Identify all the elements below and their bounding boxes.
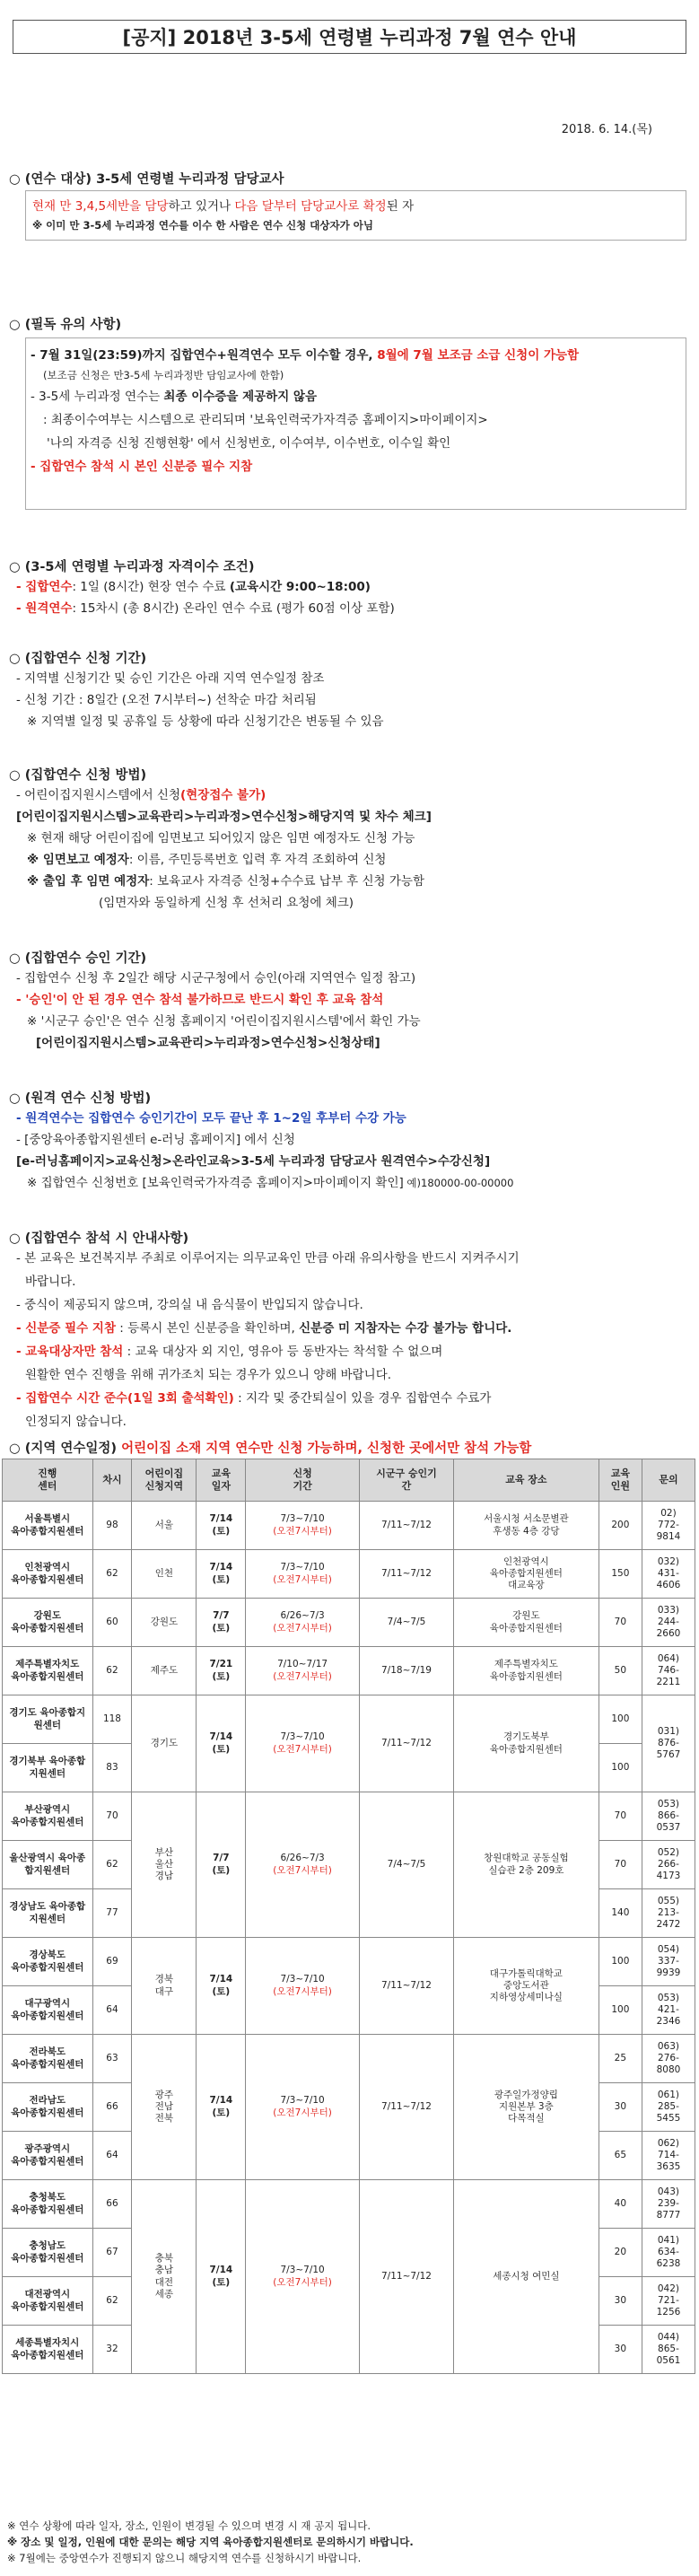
table-row bbox=[3, 1502, 695, 1550]
header-date: 교육 일자 bbox=[197, 1459, 246, 1502]
cell-session: 64 bbox=[92, 1986, 132, 2035]
cell-contact: 055) 213- 2472 bbox=[642, 1889, 695, 1938]
cell-session: 83 bbox=[92, 1744, 132, 1792]
cell-contact: 052) 266- 4173 bbox=[642, 1841, 695, 1889]
cell-center: 부산광역시 육아종합지원센터 bbox=[3, 1792, 93, 1841]
cell-venue: 경기도북부 육아종합지원센터 bbox=[453, 1695, 599, 1792]
section-apply-period-head: ○ (집합연수 신청 기간) bbox=[9, 652, 147, 666]
cell-region: 경기도 bbox=[132, 1695, 197, 1792]
online-line-2: - [중앙육아종합지원센터 e-러닝 홈페이지] 에서 신청 bbox=[16, 1133, 295, 1147]
cell-capacity: 70 bbox=[599, 1792, 642, 1841]
cell-center: 강원도 육아종합지원센터 bbox=[3, 1599, 93, 1647]
cell-region: 강원도 bbox=[132, 1599, 197, 1647]
target-line-1: 현재 만 3,4,5세반을 담당하고 있거나 다음 달부터 담당교사로 확정된 자 bbox=[32, 199, 415, 214]
cell-center: 울산광역시 육아종 합지원센터 bbox=[3, 1841, 93, 1889]
schedule-header-row bbox=[3, 1459, 695, 1502]
cell-capacity: 100 bbox=[599, 1744, 642, 1792]
online-line-3: [e-러닝홈페이지>교육신청>온라인교육>3-5세 누리과정 담당교사 원격연수>수강신청] bbox=[16, 1154, 491, 1169]
cell-center: 인천광역시 육아종합지원센터 bbox=[3, 1550, 93, 1599]
cell-center: 제주특별자치도 육아종합지원센터 bbox=[3, 1647, 93, 1695]
cell-session: 60 bbox=[92, 1599, 132, 1647]
cell-contact: 043) 239- 8777 bbox=[642, 2180, 695, 2229]
section-online-head: ○ (원격 연수 신청 방법) bbox=[9, 1091, 152, 1106]
cell-session: 70 bbox=[92, 1792, 132, 1841]
cell-apply-period: 7/10~7/17 (오전7시부터) bbox=[246, 1647, 360, 1695]
note-3: ※ 7월에는 중앙연수가 진행되지 않으니 해당지역 연수를 신청하시기 바랍니다. bbox=[7, 2552, 362, 2564]
cell-approval-period: 7/18~7/19 bbox=[360, 1647, 454, 1695]
cell-session: 63 bbox=[92, 2035, 132, 2083]
cell-capacity: 25 bbox=[599, 2035, 642, 2083]
cell-session: 62 bbox=[92, 1841, 132, 1889]
cell-approval-period: 7/11~7/12 bbox=[360, 1695, 454, 1792]
target-line-2: ※ 이미 만 3-5세 누리과정 연수를 이수 한 사람은 연수 신청 대상자가 아님 bbox=[32, 219, 373, 232]
condition-line-2: - 원격연수: 15차시 (총 8시간) 온라인 연수 수료 (평가 60점 이상 포함) bbox=[16, 601, 395, 616]
cell-capacity: 30 bbox=[599, 2277, 642, 2326]
cell-session: 66 bbox=[92, 2083, 132, 2132]
cell-capacity: 150 bbox=[599, 1550, 642, 1599]
cell-apply-period: 7/3~7/10 (오전7시부터) bbox=[246, 2035, 360, 2180]
cell-center: 대구광역시 육아종합지원센터 bbox=[3, 1986, 93, 2035]
cell-approval-period: 7/11~7/12 bbox=[360, 1502, 454, 1550]
cell-capacity: 70 bbox=[599, 1841, 642, 1889]
approval-line-3: ※ '시군구 승인'은 연수 신청 홈페이지 '어린이집지원시스템'에서 확인 가능 bbox=[27, 1014, 421, 1029]
caution-line-4: : 최종이수여부는 시스템으로 관리되며 '보육인력국가자격증 홈페이지>마이페이지> bbox=[43, 413, 488, 427]
table-row bbox=[3, 2035, 695, 2083]
attend-line-7: 인정되지 않습니다. bbox=[25, 1415, 127, 1429]
cell-venue: 대구가톨릭대학교 중앙도서관 지하영상세미나실 bbox=[453, 1938, 599, 2035]
approval-line-1: - 집합연수 신청 후 2일간 해당 시군구청에서 승인(아래 지역연수 일정 참고) bbox=[16, 971, 416, 986]
table-row bbox=[3, 1599, 695, 1647]
cell-center: 경상북도 육아종합지원센터 bbox=[3, 1938, 93, 1986]
apply-period-line-3: ※ 지역별 일정 및 공휴일 등 상황에 따라 신청기간은 변동될 수 있음 bbox=[27, 714, 384, 729]
header-approval-period: 시군구 승인기 간 bbox=[360, 1459, 454, 1502]
section-schedule-head: ○ (지역 연수일정) 어린이집 소재 지역 연수만 신청 가능하며, 신청한 곳에서만 참석 가능함 bbox=[9, 1441, 532, 1456]
cell-region: 서울 bbox=[132, 1502, 197, 1550]
cell-date: 7/7 (토) bbox=[197, 1792, 246, 1938]
cell-session: 67 bbox=[92, 2229, 132, 2277]
cell-approval-period: 7/4~7/5 bbox=[360, 1792, 454, 1938]
cell-venue: 서울시청 서소문별관 후생동 4층 강당 bbox=[453, 1502, 599, 1550]
cell-approval-period: 7/11~7/12 bbox=[360, 2035, 454, 2180]
section-target-head: ○ (연수 대상) 3-5세 연령별 누리과정 담당교사 bbox=[9, 172, 284, 187]
cell-center: 세종특별자치시 육아종합지원센터 bbox=[3, 2326, 93, 2374]
table-row bbox=[3, 1695, 695, 1744]
cell-venue: 제주특별자치도 육아종합지원센터 bbox=[453, 1647, 599, 1695]
cell-contact: 031) 876- 5767 bbox=[642, 1695, 695, 1792]
cell-venue: 세종시청 여민실 bbox=[453, 2180, 599, 2374]
caution-line-1: - 7월 31일(23:59)까지 집합연수+원격연수 모두 이수할 경우, 8월에 7월 보조금 소급 신청이 가능함 bbox=[31, 348, 580, 363]
cell-date: 7/14 (토) bbox=[197, 1502, 246, 1550]
note-2: ※ 장소 및 일정, 인원에 대한 문의는 해당 지역 육아종합지원센터로 문의하시기 바랍니다. bbox=[7, 2536, 414, 2548]
header-region: 어린이집 신청지역 bbox=[132, 1459, 197, 1502]
caution-line-2: (보조금 신청은 만3-5세 누리과정반 담임교사에 한함) bbox=[43, 369, 284, 381]
schedule-table bbox=[2, 1459, 695, 2374]
cell-capacity: 100 bbox=[599, 1695, 642, 1744]
cell-date: 7/14 (토) bbox=[197, 2035, 246, 2180]
cell-contact: 042) 721- 1256 bbox=[642, 2277, 695, 2326]
note-1: ※ 연수 상황에 따라 일자, 장소, 인원이 변경될 수 있으며 변경 시 재 공지 됩니다. bbox=[7, 2519, 371, 2532]
apply-method-line-4: ※ 임면보고 예정자: 이름, 주민등록번호 입력 후 자격 조회하여 신청 bbox=[27, 853, 387, 867]
cell-approval-period: 7/11~7/12 bbox=[360, 1938, 454, 2035]
cell-venue: 인천광역시 육아종합지원센터 대교육장 bbox=[453, 1550, 599, 1599]
cell-center: 경기도 육아종합지 원센터 bbox=[3, 1695, 93, 1744]
cell-center: 전라북도 육아종합지원센터 bbox=[3, 2035, 93, 2083]
cell-contact: 061) 285- 5455 bbox=[642, 2083, 695, 2132]
table-row bbox=[3, 1792, 695, 1841]
cell-approval-period: 7/11~7/12 bbox=[360, 1550, 454, 1599]
cell-apply-period: 7/3~7/10 (오전7시부터) bbox=[246, 1502, 360, 1550]
cell-date: 7/14 (토) bbox=[197, 1695, 246, 1792]
cell-center: 경기북부 육아종합 지원센터 bbox=[3, 1744, 93, 1792]
attend-line-1b: 바랍니다. bbox=[25, 1275, 76, 1289]
cell-region: 인천 bbox=[132, 1550, 197, 1599]
table-row bbox=[3, 1938, 695, 1986]
cell-session: 69 bbox=[92, 1938, 132, 1986]
cell-region: 부산 울산 경남 bbox=[132, 1792, 197, 1938]
cell-capacity: 20 bbox=[599, 2229, 642, 2277]
section-approval-head: ○ (집합연수 승인 기간) bbox=[9, 951, 147, 966]
attend-line-6: - 집합연수 시간 준수(1일 3회 출석확인) : 지각 및 중간퇴실이 있을 경우 집합연수 수료가 bbox=[16, 1391, 492, 1406]
cell-session: 118 bbox=[92, 1695, 132, 1744]
cell-center: 충청북도 육아종합지원센터 bbox=[3, 2180, 93, 2229]
cell-contact: 053) 866- 0537 bbox=[642, 1792, 695, 1841]
cell-capacity: 140 bbox=[599, 1889, 642, 1938]
cell-venue: 강원도 육아종합지원센터 bbox=[453, 1599, 599, 1647]
header-contact: 문의 bbox=[642, 1459, 695, 1502]
apply-period-line-2: - 신청 기간 : 8일간 (오전 7시부터~) 선착순 마감 처리됨 bbox=[16, 693, 317, 707]
header-apply-period: 신청 기간 bbox=[246, 1459, 360, 1502]
cell-apply-period: 6/26~7/3 (오전7시부터) bbox=[246, 1792, 360, 1938]
header-center: 진행 센터 bbox=[3, 1459, 93, 1502]
apply-method-line-5: ※ 출입 후 임면 예정자: 보육교사 자격증 신청+수수료 납부 후 신청 가능함 bbox=[27, 874, 424, 889]
approval-line-2: - '승인'이 안 된 경우 연수 참석 불가하므로 반드시 확인 후 교육 참석 bbox=[16, 993, 384, 1007]
cell-session: 66 bbox=[92, 2180, 132, 2229]
cell-date: 7/7 (토) bbox=[197, 1599, 246, 1647]
caution-line-6: - 집합연수 참석 시 본인 신분증 필수 지참 bbox=[31, 460, 253, 474]
cell-center: 충청남도 육아종합지원센터 bbox=[3, 2229, 93, 2277]
cell-date: 7/14 (토) bbox=[197, 2180, 246, 2374]
cell-session: 77 bbox=[92, 1889, 132, 1938]
cell-capacity: 65 bbox=[599, 2132, 642, 2180]
cell-session: 62 bbox=[92, 1647, 132, 1695]
apply-period-line-1: - 지역별 신청기간 및 승인 기간은 아래 지역 연수일정 참조 bbox=[16, 671, 325, 686]
cell-region: 충북 충남 대전 세종 bbox=[132, 2180, 197, 2374]
section-target-box bbox=[25, 190, 686, 241]
cell-session: 98 bbox=[92, 1502, 132, 1550]
cell-capacity: 30 bbox=[599, 2083, 642, 2132]
cell-contact: 063) 276- 8080 bbox=[642, 2035, 695, 2083]
cell-capacity: 70 bbox=[599, 1599, 642, 1647]
cell-capacity: 50 bbox=[599, 1647, 642, 1695]
cell-center: 서울특별시 육아종합지원센터 bbox=[3, 1502, 93, 1550]
cell-apply-period: 7/3~7/10 (오전7시부터) bbox=[246, 1695, 360, 1792]
section-attend-head: ○ (집합연수 참석 시 안내사항) bbox=[9, 1231, 189, 1246]
cell-apply-period: 7/3~7/10 (오전7시부터) bbox=[246, 1938, 360, 2035]
cell-approval-period: 7/11~7/12 bbox=[360, 2180, 454, 2374]
cell-contact: 054) 337- 9939 bbox=[642, 1938, 695, 1986]
cell-center: 경상남도 육아종합 지원센터 bbox=[3, 1889, 93, 1938]
apply-method-line-3: ※ 현재 해당 어린이집에 임면보고 되어있지 않은 임면 예정자도 신청 가능 bbox=[27, 831, 415, 846]
cell-date: 7/21 (토) bbox=[197, 1647, 246, 1695]
table-row bbox=[3, 1647, 695, 1695]
cell-capacity: 200 bbox=[599, 1502, 642, 1550]
cell-capacity: 40 bbox=[599, 2180, 642, 2229]
header-venue: 교육 장소 bbox=[453, 1459, 599, 1502]
apply-method-line-6: (임면자와 동일하게 신청 후 선처리 요청에 체크) bbox=[99, 896, 354, 910]
section-condition-head: ○ (3-5세 연령별 누리과정 자격이수 조건) bbox=[9, 560, 255, 574]
online-line-1: - 원격연수는 집합연수 승인기간이 모두 끝난 후 1~2일 후부터 수강 가능 bbox=[16, 1111, 406, 1126]
caution-line-5: '나의 자격증 신청 진행현황' 에서 신청번호, 이수여부, 이수번호, 이수일 확인 bbox=[47, 436, 451, 451]
online-line-4: ※ 집합연수 신청번호 [보육인력국가자격증 홈페이지>마이페이지 확인] 예)180000-00-00000 bbox=[27, 1176, 514, 1190]
cell-center: 대전광역시 육아종합지원센터 bbox=[3, 2277, 93, 2326]
cell-apply-period: 7/3~7/10 (오전7시부터) bbox=[246, 1550, 360, 1599]
cell-capacity: 30 bbox=[599, 2326, 642, 2374]
notice-date: 2018. 6. 14.(목) bbox=[561, 123, 652, 136]
cell-contact: 062) 714- 3635 bbox=[642, 2132, 695, 2180]
cell-session: 62 bbox=[92, 2277, 132, 2326]
cell-approval-period: 7/4~7/5 bbox=[360, 1599, 454, 1647]
table-row bbox=[3, 2180, 695, 2229]
cell-session: 62 bbox=[92, 1550, 132, 1599]
caution-line-3: - 3-5세 누리과정 연수는 최종 이수증을 제공하지 않음 bbox=[31, 390, 318, 404]
header-session: 차시 bbox=[92, 1459, 132, 1502]
cell-region: 제주도 bbox=[132, 1647, 197, 1695]
apply-method-line-1: - 어린이집지원시스템에서 신청(현장접수 불가) bbox=[16, 788, 266, 802]
section-apply-method-head: ○ (집합연수 신청 방법) bbox=[9, 768, 147, 783]
cell-region: 광주 전남 전북 bbox=[132, 2035, 197, 2180]
section-caution-head: ○ (필독 유의 사항) bbox=[9, 318, 122, 332]
condition-line-1: - 집합연수: 1일 (8시간) 현장 연수 수료 (교육시간 9:00~18:00) bbox=[16, 580, 371, 594]
page-title: [공지] 2018년 3-5세 연령별 누리과정 7월 연수 안내 bbox=[13, 20, 686, 54]
table-row bbox=[3, 1550, 695, 1599]
cell-region: 경북 대구 bbox=[132, 1938, 197, 2035]
cell-center: 전라남도 육아종합지원센터 bbox=[3, 2083, 93, 2132]
attend-line-1: - 본 교육은 보건복지부 주최로 이루어지는 의무교육인 만큼 아래 유의사항을 반드시 지켜주시기 bbox=[16, 1251, 520, 1266]
header-capacity: 교육 인원 bbox=[599, 1459, 642, 1502]
attend-line-3: - 신분증 필수 지참 : 등록시 본인 신분증을 확인하며, 신분증 미 지참자는 수강 불가능 합니다. bbox=[16, 1321, 512, 1336]
cell-capacity: 100 bbox=[599, 1986, 642, 2035]
attend-line-5: 원활한 연수 진행을 위해 귀가조치 되는 경우가 있으니 양해 바랍니다. bbox=[25, 1368, 392, 1382]
cell-session: 32 bbox=[92, 2326, 132, 2374]
cell-date: 7/14 (토) bbox=[197, 1938, 246, 2035]
attend-line-2: - 중식이 제공되지 않으며, 강의실 내 음식물이 반입되지 않습니다. bbox=[16, 1298, 363, 1312]
cell-contact: 064) 746- 2211 bbox=[642, 1647, 695, 1695]
cell-apply-period: 7/3~7/10 (오전7시부터) bbox=[246, 2180, 360, 2374]
cell-contact: 053) 421- 2346 bbox=[642, 1986, 695, 2035]
cell-contact: 033) 244- 2660 bbox=[642, 1599, 695, 1647]
cell-capacity: 100 bbox=[599, 1938, 642, 1986]
cell-apply-period: 6/26~7/3 (오전7시부터) bbox=[246, 1599, 360, 1647]
approval-line-4: [어린이집지원시스템>교육관리>누리과정>연수신청>신청상태] bbox=[36, 1036, 380, 1050]
cell-center: 광주광역시 육아종합지원센터 bbox=[3, 2132, 93, 2180]
attend-line-4: - 교육대상자만 참석 : 교육 대상자 외 지인, 영유아 등 동반자는 착석할 수 없으며 bbox=[16, 1345, 443, 1359]
cell-contact: 044) 865- 0561 bbox=[642, 2326, 695, 2374]
cell-contact: 02) 772- 9814 bbox=[642, 1502, 695, 1550]
cell-venue: 광주일가정양립 지원본부 3층 다목적실 bbox=[453, 2035, 599, 2180]
cell-contact: 041) 634- 6238 bbox=[642, 2229, 695, 2277]
apply-method-line-2: [어린이집지원시스템>교육관리>누리과정>연수신청>해당지역 및 차수 체크] bbox=[16, 810, 432, 824]
cell-contact: 032) 431- 4606 bbox=[642, 1550, 695, 1599]
cell-date: 7/14 (토) bbox=[197, 1550, 246, 1599]
cell-session: 64 bbox=[92, 2132, 132, 2180]
cell-venue: 창원대학교 공동실험 실습관 2층 209호 bbox=[453, 1792, 599, 1938]
